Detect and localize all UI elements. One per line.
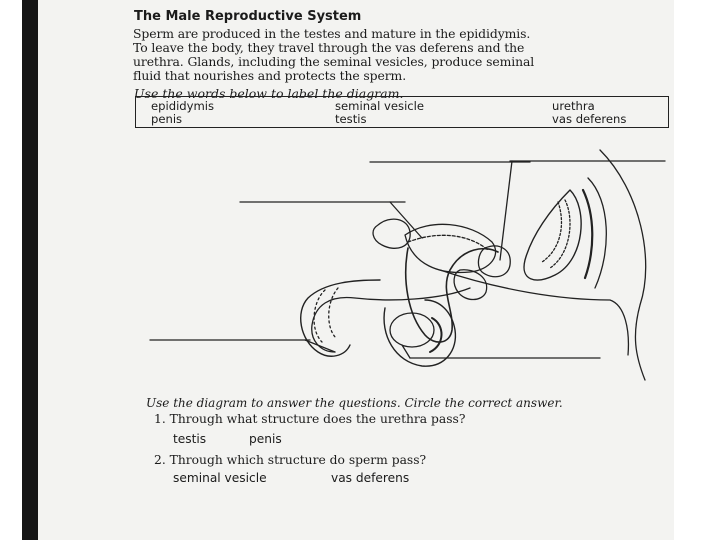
scrotum-outline bbox=[384, 300, 455, 366]
question-1-text: Through what structure does the urethra pass? bbox=[169, 412, 466, 426]
penis-tissue-2 bbox=[329, 288, 338, 338]
question-2-number: 2. bbox=[154, 453, 166, 467]
pubic-bone bbox=[373, 219, 410, 248]
reproductive-system-diagram bbox=[140, 130, 670, 395]
spine-outline bbox=[588, 178, 606, 288]
word-urethra: urethra bbox=[552, 99, 595, 113]
question-instruction: Use the diagram to answer the questions. Circle the correct answer. bbox=[146, 396, 563, 410]
intro-line-1: Sperm are produced in the testes and mature in the epididymis. bbox=[133, 26, 531, 41]
leader-line-4 bbox=[500, 161, 512, 260]
intro-line-2: To leave the body, they travel through the vas deferens and the bbox=[133, 40, 525, 55]
intro-line-3: urethra. Glands, including the seminal vesicles, produce seminal bbox=[133, 54, 535, 69]
word-bank-box bbox=[135, 96, 669, 128]
leader-line-2 bbox=[305, 340, 335, 352]
q1-option-penis[interactable]: penis bbox=[249, 432, 282, 446]
question-1 bbox=[154, 412, 465, 426]
penis-tissue bbox=[314, 290, 325, 342]
word-testis: testis bbox=[335, 112, 367, 126]
question-1-number: 1. bbox=[154, 412, 166, 426]
question-2-text: Through which structure do sperm pass? bbox=[169, 453, 427, 467]
word-epididymis: epididymis bbox=[151, 99, 215, 113]
q2-option-vas-deferens[interactable]: vas deferens bbox=[331, 471, 410, 485]
label-instruction: Use the words below to label the diagram. bbox=[134, 86, 404, 101]
urethra-path bbox=[312, 288, 470, 352]
right-margin bbox=[674, 0, 720, 540]
bladder-wall bbox=[408, 235, 488, 250]
leader-line-1 bbox=[390, 202, 422, 238]
perineum-outline bbox=[440, 270, 628, 355]
word-penis: penis bbox=[151, 112, 183, 126]
intro-line-4: fluid that nourishes and protects the sperm. bbox=[133, 68, 407, 83]
testis-shape bbox=[390, 313, 434, 347]
prostate-shape bbox=[454, 270, 487, 300]
q1-option-testis[interactable]: testis bbox=[173, 432, 207, 446]
question-2 bbox=[154, 453, 426, 467]
word-seminal-vesicle: seminal vesicle bbox=[335, 99, 425, 113]
penis-outline bbox=[301, 280, 380, 356]
back-outline bbox=[600, 150, 646, 380]
q2-option-seminal-vesicle[interactable]: seminal vesicle bbox=[173, 471, 267, 485]
sacrum-outline bbox=[583, 190, 592, 278]
word-vas-deferens: vas deferens bbox=[552, 112, 627, 126]
worksheet-title: The Male Reproductive System bbox=[134, 9, 362, 24]
